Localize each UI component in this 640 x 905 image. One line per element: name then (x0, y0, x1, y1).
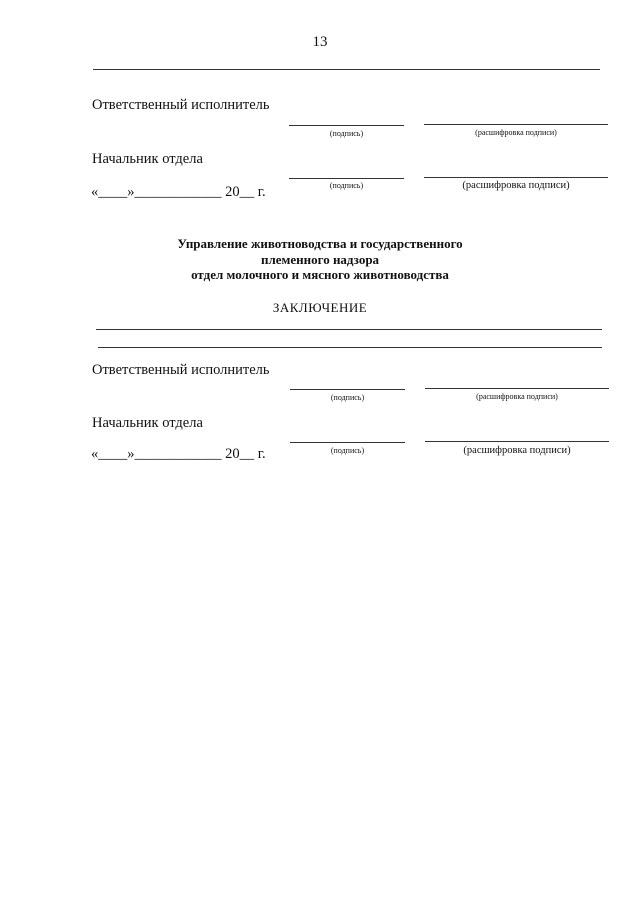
signature-decode-caption: (расшифровка подписи) (463, 445, 571, 456)
signature-line[interactable] (290, 389, 405, 390)
responsible-executor-label: Ответственный исполнитель (92, 362, 270, 378)
signature-decode-line[interactable] (425, 388, 609, 389)
heading-line-2: племенного надзора (260, 251, 380, 267)
conclusion-title: ЗАКЛЮЧЕНИЕ (272, 300, 368, 315)
responsible-executor-label: Ответственный исполнитель (92, 97, 270, 113)
signature-caption: (подпись) (329, 181, 364, 190)
signature-line[interactable] (290, 442, 405, 443)
signature-caption: (подпись) (329, 129, 364, 138)
signature-decode-line[interactable] (424, 177, 608, 178)
signature-decode-line[interactable] (424, 124, 608, 125)
department-head-label: Начальник отдела (92, 415, 203, 431)
date-line[interactable]: «____»____________ 20__ г. (91, 446, 266, 462)
signature-caption: (подпись) (330, 393, 365, 402)
department-heading (0, 236, 640, 283)
signature-line[interactable] (289, 125, 404, 126)
top-rule (93, 69, 600, 70)
signature-decode-caption: (расшифровка подписи) (476, 392, 558, 401)
department-head-label: Начальник отдела (92, 151, 203, 167)
conclusion-line-1[interactable] (96, 329, 602, 330)
signature-decode-caption: (расшифровка подписи) (475, 128, 557, 137)
heading-line-3: отдел молочного и мясного животноводства (191, 267, 449, 282)
heading-line-1: Управление животноводства и государственного (177, 236, 463, 251)
signature-caption: (подпись) (330, 446, 365, 455)
page-number: 13 (312, 34, 328, 50)
conclusion-line-2[interactable] (98, 347, 602, 348)
signature-decode-line[interactable] (425, 441, 609, 442)
signature-decode-caption: (расшифровка подписи) (462, 180, 570, 191)
signature-line[interactable] (289, 178, 404, 179)
date-line[interactable]: «____»____________ 20__ г. (91, 184, 266, 200)
